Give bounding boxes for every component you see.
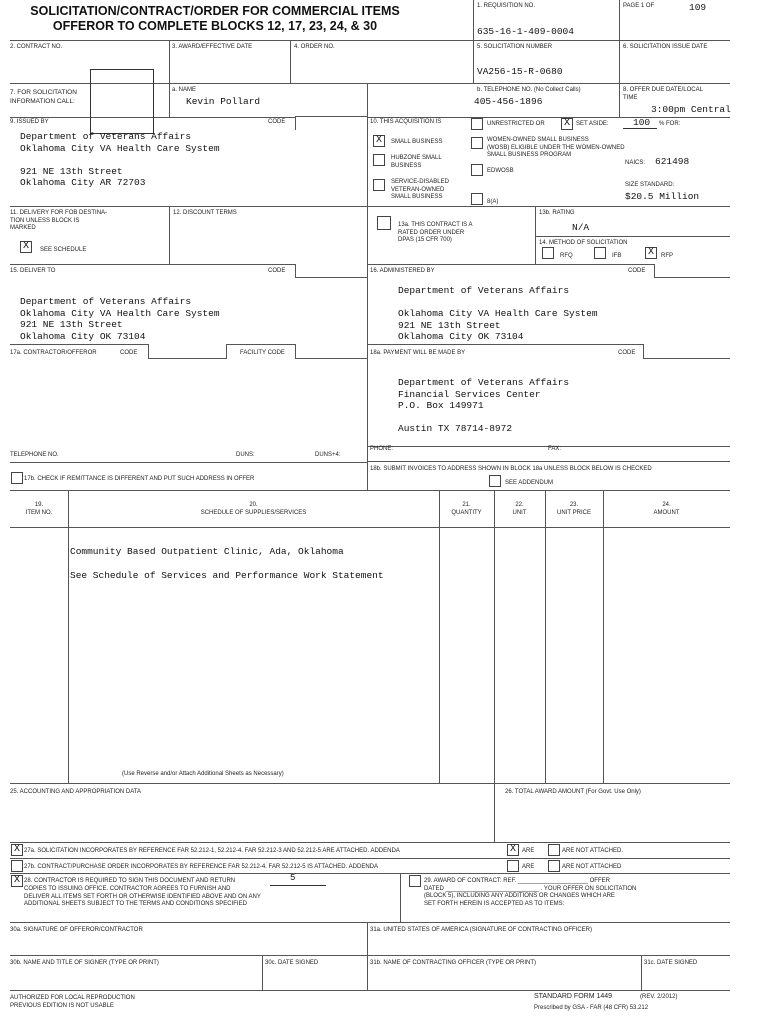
payment-address: Department of Veterans Affairs Financial Services Center P.O. Box 149971 Austin TX 78714-8972 — [398, 377, 570, 434]
addenda-are-27b-checkbox[interactable] — [507, 860, 519, 872]
edwosb-checkbox[interactable] — [471, 164, 483, 176]
sdvosb-label: SERVICE-DISABLED VETERAN-OWNED SMALL BUSINESS — [391, 179, 449, 200]
delivery-fob-label: 11. DELIVERY FOR FOB DESTINA- TION UNLESS BLOCK IS MARKED — [10, 210, 108, 231]
col-unit: 22. UNIT — [512, 502, 527, 516]
solicitation-number-label: 5. SOLICITATION NUMBER — [477, 44, 553, 50]
copies-count: 5 — [290, 873, 296, 883]
col-schedule: 20. SCHEDULE OF SUPPLIES/SERVICES — [200, 502, 307, 516]
rating-value: N/A — [572, 222, 590, 233]
issued-by-code-field[interactable] — [295, 116, 367, 130]
addenda-are-27a-label: ARE — [522, 848, 535, 854]
total-award-label: 26. TOTAL AWARD AMOUNT (For Govt. Use Only) — [505, 789, 641, 795]
wosb-checkbox[interactable] — [471, 137, 483, 149]
percent-for-label: % FOR: — [659, 121, 681, 127]
small-business-label: SMALL BUSINESS — [391, 139, 443, 145]
footer-form-number: STANDARD FORM 1449 — [534, 993, 613, 1000]
addenda-not-27a-checkbox[interactable] — [548, 844, 560, 856]
sdvosb-checkbox[interactable] — [373, 179, 385, 191]
size-standard-label: SIZE STANDARD: — [625, 182, 675, 188]
administered-by-code-label: CODE — [628, 268, 646, 274]
solicitation-number[interactable]: VA256-15-R-0680 — [477, 66, 563, 77]
duns4-label: DUNS+4: — [315, 452, 341, 458]
schedule-footnote: (Use Reverse and/or Attach Additional Sheets as Necessary) — [122, 771, 284, 777]
facility-code-label: FACILITY CODE — [240, 350, 285, 356]
eight-a-checkbox[interactable] — [471, 193, 483, 205]
addenda-are-27b-label: ARE — [522, 864, 535, 870]
remittance-checkbox[interactable] — [11, 472, 23, 484]
ifb-label: IFB — [612, 253, 622, 259]
officer-date-label: 31c. DATE SIGNED — [644, 960, 698, 966]
footer-prescribed: Prescribed by GSA - FAR (48 CFR) 53.212 — [534, 1005, 649, 1011]
size-standard: $20.5 Million — [625, 191, 700, 202]
administered-by-label: 16. ADMINISTERED BY — [370, 268, 435, 274]
telephone-number[interactable]: 405-456-1896 — [474, 96, 543, 107]
col-amount: 24. AMOUNT — [653, 502, 680, 516]
addenda-not-27b-checkbox[interactable] — [548, 860, 560, 872]
col-item-no: 19. ITEM NO. — [25, 502, 53, 516]
set-aside-percent: 100 — [633, 117, 651, 128]
set-aside-label: SET ASIDE: — [576, 121, 609, 127]
offeror-date-label: 30c. DATE SIGNED — [265, 960, 319, 966]
see-addendum-label: SEE ADDENDUM — [505, 480, 554, 486]
rfq-label: RFQ — [560, 253, 573, 259]
contract-no-label: 2. CONTRACT NO. — [10, 44, 63, 50]
payment-code-field[interactable] — [643, 344, 730, 359]
page-total: 109 — [689, 2, 707, 13]
page-label: PAGE 1 OF — [623, 3, 655, 9]
footer-reproduction: AUTHORIZED FOR LOCAL REPRODUCTION PREVIOUS EDITION IS NOT USABLE — [10, 995, 135, 1009]
acquisition-label: 10. THIS ACQUISITION IS — [370, 119, 442, 125]
telephone-label: b. TELEPHONE NO. (No Collect Calls) — [477, 87, 581, 93]
set-aside-checkbox[interactable]: X — [561, 118, 573, 130]
rated-order-label: 13a. THIS CONTRACT IS A RATED ORDER UNDER DPAS (15 CFR 700) — [398, 222, 473, 243]
remittance-label: 17b. CHECK IF REMITTANCE IS DIFFERENT AND PUT SUCH ADDRESS IN OFFER — [24, 476, 255, 482]
requisition-label: 1. REQUISITION NO. — [477, 3, 536, 9]
accounting-label: 25. ACCOUNTING AND APPROPRIATION DATA — [10, 789, 142, 795]
discount-terms-label: 12. DISCOUNT TERMS — [173, 210, 237, 216]
contractor-code-label: CODE — [120, 350, 138, 356]
ifb-checkbox[interactable] — [594, 247, 606, 259]
see-schedule-checkbox[interactable]: X — [20, 241, 32, 253]
far-27a-checkbox[interactable]: X — [11, 844, 23, 856]
wosb-label: WOMEN-OWNED SMALL BUSINESS (WOSB) ELIGIBLE UNDER THE WOMEN-OWNED SMALL BUSINESS PROGRAM — [487, 137, 625, 158]
unrestricted-checkbox[interactable] — [471, 118, 483, 130]
footer-revision: (REV. 2/2012) — [640, 994, 678, 1000]
solicitation-info-label: 7. FOR SOLICITATION INFORMATION CALL: — [10, 89, 77, 105]
rating-label: 13b. RATING — [539, 210, 575, 216]
order-no-label: 4. ORDER NO. — [294, 44, 335, 50]
issued-by-code-label: CODE — [268, 119, 286, 125]
eight-a-label: 8(A) — [487, 199, 499, 205]
far-27b-checkbox[interactable] — [11, 860, 23, 872]
officer-name-label: 31b. NAME OF CONTRACTING OFFICER (TYPE OR PRINT) — [370, 960, 537, 966]
deliver-to-code-label: CODE — [268, 268, 286, 274]
form-title — [10, 4, 420, 34]
award-checkbox[interactable] — [409, 875, 421, 887]
contact-name[interactable]: Kevin Pollard — [186, 96, 261, 107]
hubzone-label: HUBZONE SMALL BUSINESS — [391, 155, 442, 169]
col-unit-price: 23. UNIT PRICE — [557, 502, 591, 516]
signer-name-label: 30b. NAME AND TITLE OF SIGNER (TYPE OR PRINT) — [10, 960, 159, 966]
unrestricted-label: UNRESTRICTED OR — [487, 121, 545, 127]
small-business-checkbox[interactable]: X — [373, 135, 385, 147]
payment-fax-label: FAX: — [548, 446, 562, 452]
col-quantity: 21. QUANTITY — [451, 502, 482, 516]
addenda-are-27a-checkbox[interactable]: X — [507, 844, 519, 856]
contractor-telephone-label: TELEPHONE NO. — [10, 452, 59, 458]
facility-code-field[interactable] — [295, 344, 367, 359]
award-date-label: 3. AWARD/EFFECTIVE DATE — [172, 44, 253, 50]
rfp-checkbox[interactable]: X — [645, 247, 657, 259]
issued-by-label: 9. ISSUED BY — [10, 119, 49, 125]
payment-label: 18a. PAYMENT WILL BE MADE BY — [370, 350, 466, 356]
contractor-sign-checkbox[interactable]: X — [11, 875, 23, 887]
award-text: 29. AWARD OF CONTRACT: REF. _____________________ OFFER DATED ____________________________ . YOUR OFFER ON SOLICITATION (BLOCK 5), INCLUDING ANY ADDITIONS OR CHANGES WHICH ARE SET FORTH HEREIN IS ACCEPTED AS TO ITEMS: — [424, 878, 637, 907]
rfq-checkbox[interactable] — [542, 247, 554, 259]
contact-name-label: a. NAME — [172, 87, 197, 93]
naics-label: NAICS: — [625, 160, 646, 166]
submit-invoices-label: 18b. SUBMIT INVOICES TO ADDRESS SHOWN IN BLOCK 18a UNLESS BLOCK BELOW IS CHECKED — [370, 466, 652, 472]
payment-code-label: CODE — [618, 350, 636, 356]
naics-code: 621498 — [655, 156, 690, 167]
offeror-signature-label: 30a. SIGNATURE OF OFFEROR/CONTRACTOR — [10, 927, 143, 933]
see-schedule-label: SEE SCHEDULE — [40, 247, 87, 253]
form-title-line1: SOLICITATION/CONTRACT/ORDER FOR COMMERCIAL ITEMS — [30, 4, 400, 18]
addenda-not-27b-label: ARE NOT ATTACHED — [562, 864, 622, 870]
administered-by-code-field[interactable] — [654, 264, 730, 278]
schedule-line-1: Community Based Outpatient Clinic, Ada, Oklahoma — [70, 546, 344, 557]
administered-by-address: Department of Veterans Affairs Oklahoma City VA Health Care System 921 NE 13th Street Oklahoma City OK 73104 — [398, 285, 598, 342]
deliver-to-code-field[interactable] — [295, 264, 367, 278]
deliver-to-address: Department of Veterans Affairs Oklahoma City VA Health Care System 921 NE 13th Street Oklahoma City OK 73104 — [20, 296, 220, 342]
hubzone-checkbox[interactable] — [373, 154, 385, 166]
rated-order-checkbox[interactable] — [377, 216, 391, 230]
offer-due-label: 8. OFFER DUE DATE/LOCAL TIME — [623, 87, 703, 101]
contractor-code-field[interactable] — [148, 344, 227, 359]
schedule-line-2: See Schedule of Services and Performance Work Statement — [70, 570, 384, 581]
offer-due-time[interactable]: 3:00pm Central — [651, 104, 731, 115]
contractor-sign-text: 28. CONTRACTOR IS REQUIRED TO SIGN THIS DOCUMENT AND RETURN — [24, 878, 236, 884]
contractor-sign-terms: COPIES TO ISSUING OFFICE. CONTRACTOR AGREES TO FURNISH AND DELIVER ALL ITEMS SET FORTH OR OTHERWISE IDENTIFIED ABOVE AND ON ANY ADDITIONAL SHEETS SUBJECT TO THE TERMS AND CONDITIONS SPECIFIED — [24, 886, 261, 907]
issued-by-address: Department of Veterans Affairs Oklahoma City VA Health Care System 921 NE 13th Street Oklahoma City AR 72703 — [20, 131, 220, 188]
rfp-label: RFP — [661, 253, 673, 259]
see-addendum-checkbox[interactable] — [489, 475, 501, 487]
far-27b-label: 27b. CONTRACT/PURCHASE ORDER INCORPORATES BY REFERENCE FAR 52.212-4. FAR 52.212-5 IS ATTACHED. ADDENDA — [24, 864, 378, 870]
requisition-number[interactable]: 635-16-1-409-0004 — [477, 26, 574, 37]
issue-date-label: 6. SOLICITATION ISSUE DATE — [623, 44, 708, 50]
payment-phone-label: PHONE: — [370, 446, 394, 452]
edwosb-label: EDWOSB — [487, 168, 514, 174]
copies-field[interactable] — [270, 876, 326, 886]
duns-label: DUNS: — [236, 452, 255, 458]
officer-signature-label: 31a. UNITED STATES OF AMERICA (SIGNATURE OF CONTRACTING OFFICER) — [370, 927, 593, 933]
overlay-rectangle — [90, 69, 154, 134]
method-label: 14. METHOD OF SOLICITATION — [539, 240, 628, 246]
addenda-not-27a-label: ARE NOT ATTACHED. — [562, 848, 624, 854]
deliver-to-label: 15. DELIVER TO — [10, 268, 56, 274]
contractor-label: 17a. CONTRACTOR/OFFEROR — [10, 350, 97, 356]
far-27a-label: 27a. SOLICITATION INCORPORATES BY REFERENCE FAR 52.212-1, 52.212-4. FAR 52.212-3 AND 52.212-5 ARE ATTACHED. ADDENDA — [24, 848, 400, 854]
form-title-line2: OFFEROR TO COMPLETE BLOCKS 12, 17, 23, 24, & 30 — [52, 19, 378, 33]
